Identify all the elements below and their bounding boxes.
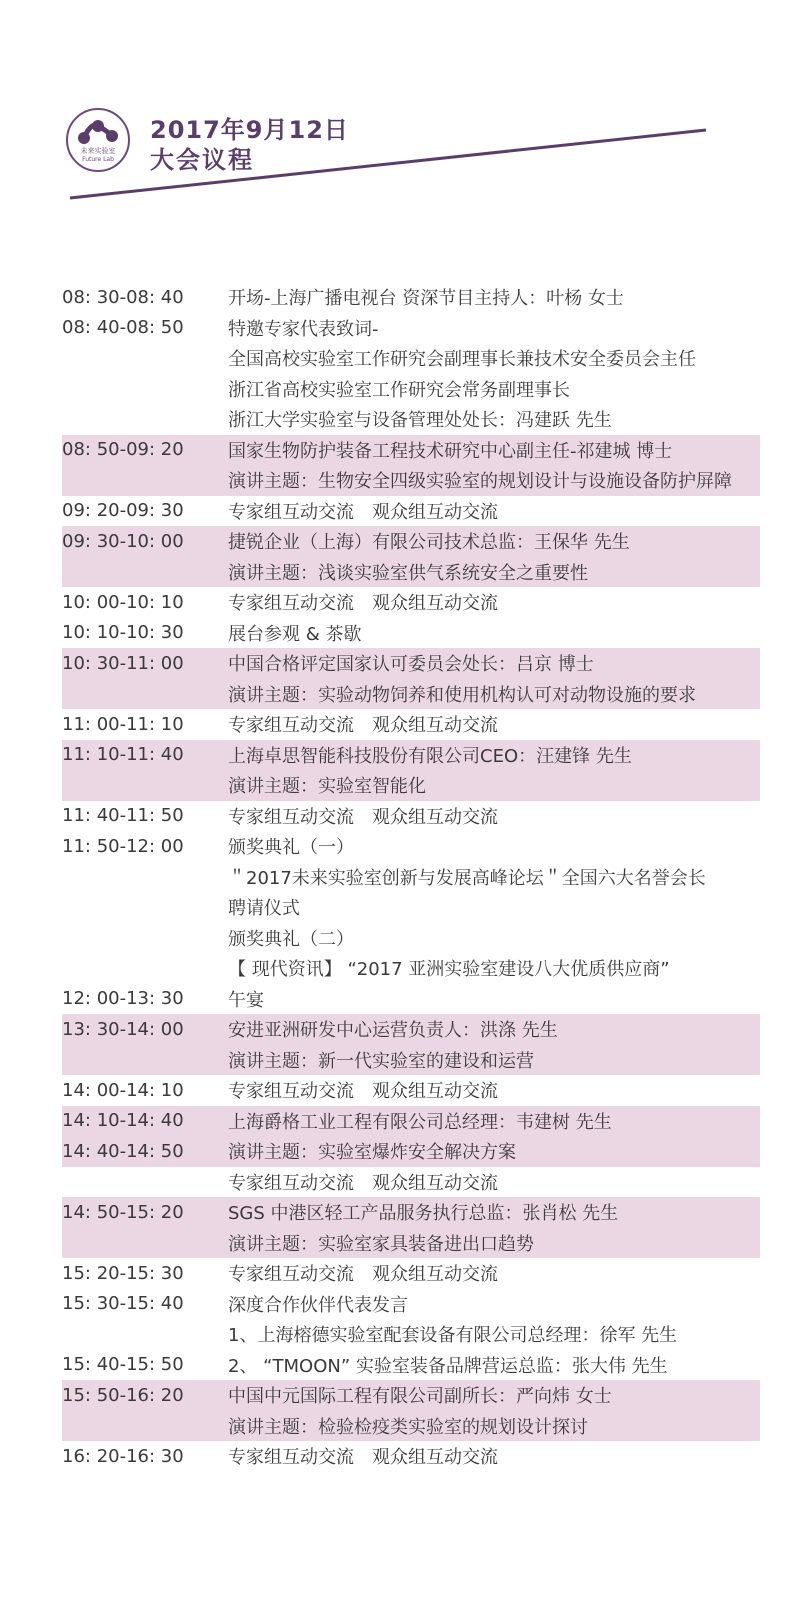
agenda-row bbox=[0, 923, 760, 954]
agenda-time-text: 10: 00-10: 10 bbox=[62, 591, 184, 613]
agenda-time bbox=[0, 1263, 222, 1284]
agenda-row bbox=[62, 679, 760, 710]
agenda-row bbox=[0, 892, 760, 923]
agenda-text: 展台参观 & 茶歇 bbox=[228, 623, 362, 645]
agenda-item bbox=[0, 1441, 760, 1472]
agenda-time bbox=[0, 317, 222, 338]
agenda-item bbox=[62, 1106, 760, 1167]
agenda-text: 演讲主题：实验室家具装备进出口趋势 bbox=[228, 1233, 534, 1255]
agenda-text: 演讲主题：实验动物饲养和使用机构认可对动物设施的要求 bbox=[228, 684, 696, 706]
agenda-time-text: 14: 50-15: 20 bbox=[62, 1201, 184, 1223]
agenda-text: 午宴 bbox=[228, 989, 264, 1011]
agenda-item bbox=[0, 709, 760, 740]
agenda-date: 2017年9月12日 bbox=[150, 116, 349, 144]
agenda-text: 颁奖典礼（二） bbox=[228, 928, 354, 950]
agenda-row bbox=[0, 1350, 760, 1381]
agenda-row bbox=[0, 1075, 760, 1106]
agenda-time-text: 10: 30-11: 00 bbox=[62, 652, 184, 674]
agenda-time-text: 12: 00-13: 30 bbox=[62, 988, 184, 1010]
agenda-time-text: 13: 30-14: 00 bbox=[62, 1018, 184, 1040]
agenda-row bbox=[62, 1411, 760, 1442]
agenda-text: 中国合格评定国家认可委员会处长：吕京 博士 bbox=[228, 654, 594, 676]
agenda-time bbox=[0, 805, 222, 826]
agenda-text: 演讲主题：实验室爆炸安全解决方案 bbox=[228, 1142, 516, 1164]
agenda-time-text: 08: 50-09: 20 bbox=[62, 439, 184, 461]
agenda-text: 安进亚洲研发中心运营负责人：洪涤 先生 bbox=[228, 1020, 558, 1042]
agenda-item bbox=[0, 1167, 760, 1198]
agenda-time bbox=[62, 1385, 222, 1406]
agenda-time-text: 14: 40-14: 50 bbox=[62, 1140, 184, 1162]
agenda-time bbox=[0, 1080, 222, 1101]
agenda-item bbox=[62, 1014, 760, 1075]
agenda-item bbox=[0, 831, 760, 984]
agenda-text: 上海卓思智能科技股份有限公司CEO：汪建锋 先生 bbox=[228, 745, 632, 767]
agenda-item bbox=[62, 648, 760, 709]
agenda-text: 捷锐企业（上海）有限公司技术总监：王保华 先生 bbox=[228, 532, 630, 554]
molecule-icon bbox=[76, 116, 120, 146]
page-header bbox=[0, 0, 800, 230]
agenda-text: 专家组互动交流 观众组互动交流 bbox=[228, 501, 498, 523]
agenda-time bbox=[62, 1141, 222, 1162]
agenda-time bbox=[62, 744, 222, 765]
agenda-item bbox=[0, 1350, 760, 1381]
agenda-text: 演讲主题：实验室智能化 bbox=[228, 776, 426, 798]
agenda-item bbox=[62, 740, 760, 801]
agenda-text: 专家组互动交流 观众组互动交流 bbox=[228, 593, 498, 615]
agenda-text: 1、上海榕德实验室配套设备有限公司总经理：徐军 先生 bbox=[228, 1325, 678, 1347]
agenda-time-text: 11: 50-12: 00 bbox=[62, 835, 184, 857]
agenda-time-text: 09: 20-09: 30 bbox=[62, 500, 184, 522]
agenda-row bbox=[0, 374, 760, 405]
agenda-row bbox=[0, 862, 760, 893]
agenda-text: 专家组互动交流 观众组互动交流 bbox=[228, 1264, 498, 1286]
agenda-row bbox=[62, 1106, 760, 1137]
agenda-time-text: 10: 10-10: 30 bbox=[62, 622, 184, 644]
agenda-text: 聘请仪式 bbox=[228, 898, 300, 920]
agenda-item bbox=[0, 282, 760, 313]
agenda-text: 【 现代资讯】 “2017 亚洲实验室建设八大优质供应商” bbox=[228, 959, 670, 981]
agenda-time bbox=[0, 287, 222, 308]
agenda-row bbox=[62, 1380, 760, 1411]
agenda-schedule bbox=[0, 282, 800, 1472]
agenda-time bbox=[0, 714, 222, 735]
agenda-row bbox=[0, 343, 760, 374]
agenda-item bbox=[62, 526, 760, 587]
agenda-row bbox=[0, 1258, 760, 1289]
agenda-time bbox=[0, 1293, 222, 1314]
agenda-row bbox=[62, 526, 760, 557]
agenda-item bbox=[62, 435, 760, 496]
agenda-text: 专家组互动交流 观众组互动交流 bbox=[228, 1081, 498, 1103]
agenda-time-text: 16: 20-16: 30 bbox=[62, 1445, 184, 1467]
agenda-row bbox=[0, 1441, 760, 1472]
agenda-row bbox=[62, 1136, 760, 1167]
agenda-text: 中国中元国际工程有限公司副所长：严向炜 女士 bbox=[228, 1386, 612, 1408]
agenda-time bbox=[0, 1446, 222, 1467]
agenda-row bbox=[0, 984, 760, 1015]
agenda-time bbox=[0, 500, 222, 521]
agenda-text: 专家组互动交流 观众组互动交流 bbox=[228, 1172, 498, 1194]
agenda-item bbox=[0, 496, 760, 527]
agenda-time bbox=[0, 836, 222, 857]
agenda-item bbox=[0, 801, 760, 832]
agenda-row bbox=[0, 587, 760, 618]
agenda-item bbox=[62, 1197, 760, 1258]
header-divider-line bbox=[0, 0, 800, 230]
agenda-text: 专家组互动交流 观众组互动交流 bbox=[228, 806, 498, 828]
agenda-row bbox=[62, 740, 760, 771]
future-lab-logo bbox=[66, 108, 130, 172]
agenda-row bbox=[0, 1167, 760, 1198]
agenda-row bbox=[62, 1228, 760, 1259]
agenda-text: 特邀专家代表致词- bbox=[228, 318, 379, 340]
agenda-time-text: 11: 00-11: 10 bbox=[62, 713, 184, 735]
agenda-time bbox=[62, 439, 222, 460]
agenda-row bbox=[0, 953, 760, 984]
agenda-text: ＂2017未来实验室创新与发展高峰论坛＂全国六大名誉会长 bbox=[228, 867, 706, 889]
agenda-row bbox=[62, 1014, 760, 1045]
agenda-time-text: 08: 30-08: 40 bbox=[62, 286, 184, 308]
agenda-text: 演讲主题：生物安全四级实验室的规划设计与设施设备防护屏障 bbox=[228, 471, 732, 493]
agenda-time bbox=[62, 531, 222, 552]
agenda-row bbox=[0, 709, 760, 740]
agenda-row bbox=[0, 1319, 760, 1350]
agenda-row bbox=[0, 282, 760, 313]
agenda-time-text: 08: 40-08: 50 bbox=[62, 317, 184, 339]
agenda-time bbox=[62, 1110, 222, 1131]
agenda-time bbox=[62, 653, 222, 674]
agenda-text: 2、 “TMOON” 实验室装备品牌营运总监：张大伟 先生 bbox=[228, 1355, 668, 1377]
agenda-row bbox=[62, 770, 760, 801]
agenda-time bbox=[62, 1019, 222, 1040]
agenda-text: 全国高校实验室工作研究会副理事长兼技术安全委员会主任 bbox=[228, 349, 696, 371]
agenda-text: SGS 中港区轻工产品服务执行总监：张肖松 先生 bbox=[228, 1203, 619, 1225]
agenda-row bbox=[62, 648, 760, 679]
agenda-time-text: 15: 30-15: 40 bbox=[62, 1293, 184, 1315]
agenda-row bbox=[0, 313, 760, 344]
agenda-text: 浙江大学实验室与设备管理处处长：冯建跃 先生 bbox=[228, 410, 612, 432]
agenda-text: 颁奖典礼（一） bbox=[228, 837, 354, 859]
agenda-item bbox=[0, 984, 760, 1015]
agenda-time bbox=[0, 622, 222, 643]
agenda-item bbox=[0, 618, 760, 649]
agenda-text: 演讲主题：浅谈实验室供气系统安全之重要性 bbox=[228, 562, 588, 584]
agenda-title: 大会议程 bbox=[150, 146, 254, 174]
agenda-item bbox=[0, 587, 760, 618]
agenda-text: 深度合作伙伴代表发言 bbox=[228, 1294, 408, 1316]
logo-text-en: Future Lab bbox=[82, 156, 114, 163]
agenda-text: 演讲主题：检验检疫类实验室的规划设计探讨 bbox=[228, 1416, 588, 1438]
agenda-item bbox=[0, 313, 760, 435]
agenda-row bbox=[62, 557, 760, 588]
agenda-time-text: 14: 00-14: 10 bbox=[62, 1079, 184, 1101]
agenda-row bbox=[0, 404, 760, 435]
agenda-row bbox=[62, 1045, 760, 1076]
agenda-time bbox=[62, 1202, 222, 1223]
agenda-row bbox=[0, 801, 760, 832]
agenda-time-text: 14: 10-14: 40 bbox=[62, 1110, 184, 1132]
agenda-row bbox=[0, 496, 760, 527]
agenda-time-text: 15: 40-15: 50 bbox=[62, 1354, 184, 1376]
agenda-text: 演讲主题：新一代实验室的建设和运营 bbox=[228, 1050, 534, 1072]
agenda-row bbox=[62, 435, 760, 466]
agenda-text: 专家组互动交流 观众组互动交流 bbox=[228, 1447, 498, 1469]
agenda-row bbox=[0, 831, 760, 862]
agenda-row bbox=[62, 1197, 760, 1228]
agenda-time-text: 15: 20-15: 30 bbox=[62, 1262, 184, 1284]
agenda-time-text: 11: 10-11: 40 bbox=[62, 744, 184, 766]
logo-text-cn: 未来实验室 bbox=[80, 147, 116, 155]
agenda-text: 上海爵格工业工程有限公司总经理：韦建树 先生 bbox=[228, 1111, 612, 1133]
agenda-text: 国家生物防护装备工程技术研究中心副主任-祁建城 博士 bbox=[228, 440, 673, 462]
agenda-time bbox=[0, 1354, 222, 1375]
agenda-text: 开场-上海广播电视台 资深节目主持人：叶杨 女士 bbox=[228, 288, 624, 310]
agenda-text: 浙江省高校实验室工作研究会常务副理事长 bbox=[228, 379, 570, 401]
agenda-item bbox=[0, 1075, 760, 1106]
agenda-time-text: 15: 50-16: 20 bbox=[62, 1384, 184, 1406]
agenda-time-text: 09: 30-10: 00 bbox=[62, 530, 184, 552]
agenda-time bbox=[0, 592, 222, 613]
agenda-time bbox=[0, 988, 222, 1009]
agenda-item bbox=[62, 1380, 760, 1441]
agenda-row bbox=[62, 465, 760, 496]
agenda-row bbox=[0, 1289, 760, 1320]
agenda-time-text: 11: 40-11: 50 bbox=[62, 805, 184, 827]
agenda-text: 专家组互动交流 观众组互动交流 bbox=[228, 715, 498, 737]
agenda-row bbox=[0, 618, 760, 649]
agenda-item bbox=[0, 1258, 760, 1289]
agenda-item bbox=[0, 1289, 760, 1350]
